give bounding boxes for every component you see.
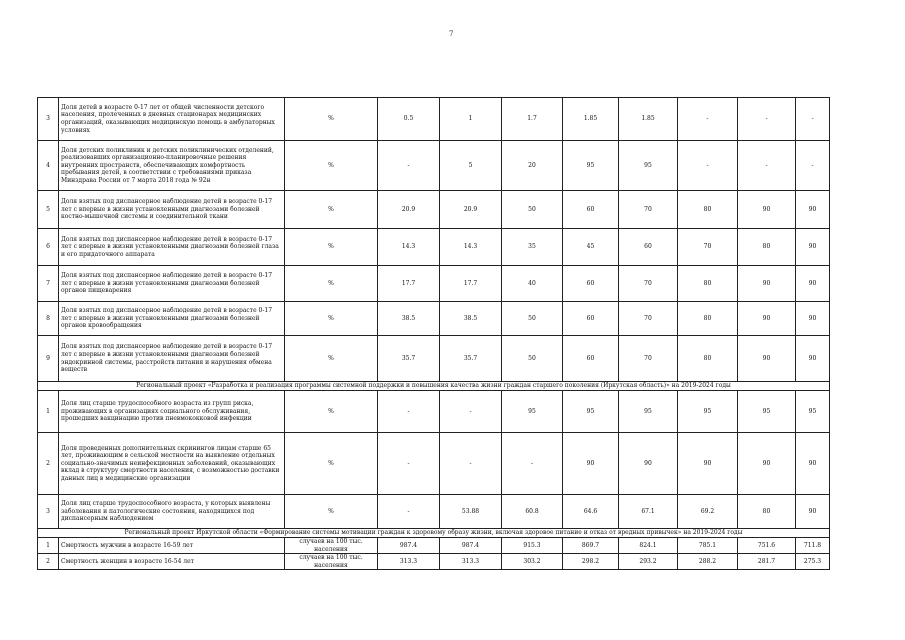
indicator-name: Доля взятых под диспансерное наблюдение детей в возрасте 0-17 лет с впервые в жизни установленными диагнозами болезней органов пищеварения [59,266,285,302]
value-cell: 95 [738,391,796,433]
indicator-name: Доля взятых под диспансерное наблюдение детей в возрасте 0-17 лет с впервые в жизни установленными диагнозами болезней эндокринной системы, расстройств питания и нарушения обмена веществ [59,336,285,382]
unit-cell: % [285,98,378,141]
unit-cell: % [285,495,378,529]
value-cell: - [796,98,830,141]
value-cell: - [796,141,830,191]
value-cell: 20.9 [378,191,440,229]
value-cell: - [440,391,502,433]
value-cell: 711.8 [796,538,830,554]
value-cell: 64.6 [563,495,619,529]
value-cell: - [678,98,738,141]
value-cell: 14.3 [378,229,440,266]
value-cell: 45 [563,229,619,266]
value-cell: 915.3 [502,538,563,554]
value-cell: 60 [563,266,619,302]
row-number: 5 [38,191,59,229]
value-cell: 80 [738,495,796,529]
value-cell: 80 [678,191,738,229]
unit-cell: % [285,302,378,336]
value-cell: 60.8 [502,495,563,529]
value-cell: 1.85 [619,98,678,141]
unit-cell: % [285,336,378,382]
value-cell: 313.3 [440,554,502,570]
value-cell: 95 [563,141,619,191]
value-cell: 95 [502,391,563,433]
indicator-name: Доля проведенных дополнительных скринингов лицам старше 65 лет, проживающим в сельской местности на выявление отдельных социально-значимых неинфекционных заболеваний, оказывающих вклад в структуру смертности населения, с возможностью доставки данных лиц в медицинские организации [59,433,285,495]
section-title: Региональный проект Иркутской области «Формирование системы мотивации граждан к здоровому образу жизни, включая здоровое питание и отказ от вредных привычек» на 2019-2024 годы [38,529,830,538]
table-row [38,538,830,554]
row-number: 9 [38,336,59,382]
value-cell: 824.1 [619,538,678,554]
value-cell: 80 [678,266,738,302]
value-cell: 35 [502,229,563,266]
indicator-name: Доля взятых под диспансерное наблюдение детей в возрасте 0-17 лет с впервые в жизни установленными диагнозами болезней костно-мышечной системы и соединительной ткани [59,191,285,229]
unit-cell: случаев на 100 тыс. населения [285,538,378,554]
value-cell: 90 [796,266,830,302]
value-cell: 70 [619,191,678,229]
value-cell: 67.1 [619,495,678,529]
value-cell: 1.7 [502,98,563,141]
unit-cell: % [285,433,378,495]
value-cell: 90 [738,433,796,495]
value-cell: 38.5 [378,302,440,336]
value-cell: 987.4 [378,538,440,554]
table-row [38,229,830,266]
value-cell: 785.1 [678,538,738,554]
row-number: 8 [38,302,59,336]
value-cell: 53.88 [440,495,502,529]
value-cell: 293.2 [619,554,678,570]
value-cell: 751.6 [738,538,796,554]
value-cell: 80 [678,302,738,336]
value-cell: - [738,141,796,191]
indicator-name: Смертность женщин в возрасте 16-54 лет [59,554,285,570]
value-cell: - [378,391,440,433]
value-cell: 90 [796,433,830,495]
value-cell: 1 [440,98,502,141]
indicator-name: Доля лиц старше трудоспособного возраста, у которых выявлены заболевания и патологические состояния, находящихся под диспансерным наблюдением [59,495,285,529]
value-cell: 90 [563,433,619,495]
value-cell: 90 [619,433,678,495]
page-number: 7 [449,30,454,38]
row-number: 2 [38,433,59,495]
row-number: 3 [38,495,59,529]
row-number: 7 [38,266,59,302]
value-cell: 60 [563,191,619,229]
value-cell: 288.2 [678,554,738,570]
value-cell: 69.2 [678,495,738,529]
table-row [38,98,830,141]
value-cell: 35.7 [440,336,502,382]
indicators-table [37,97,830,570]
value-cell: 0.5 [378,98,440,141]
value-cell: 987.4 [440,538,502,554]
value-cell: 50 [502,336,563,382]
unit-cell: % [285,191,378,229]
value-cell: 60 [563,302,619,336]
value-cell: - [440,433,502,495]
value-cell: - [502,433,563,495]
unit-cell: % [285,391,378,433]
value-cell: 298.2 [563,554,619,570]
value-cell: 90 [738,191,796,229]
row-number: 2 [38,554,59,570]
section-row [38,382,830,391]
value-cell: - [378,433,440,495]
value-cell: 35.7 [378,336,440,382]
value-cell: 17.7 [378,266,440,302]
value-cell: 14.3 [440,229,502,266]
value-cell: - [678,141,738,191]
value-cell: 5 [440,141,502,191]
table-row [38,495,830,529]
value-cell: 17.7 [440,266,502,302]
table-row [38,191,830,229]
value-cell: 90 [738,302,796,336]
value-cell: 313.3 [378,554,440,570]
table-row [38,554,830,570]
value-cell: 80 [738,229,796,266]
value-cell: 90 [796,302,830,336]
table-row [38,433,830,495]
indicator-name: Смертность мужчин в возрасте 16-59 лет [59,538,285,554]
unit-cell: % [285,229,378,266]
value-cell: 90 [796,191,830,229]
value-cell: 95 [678,391,738,433]
unit-cell: % [285,141,378,191]
value-cell: - [738,98,796,141]
value-cell: 90 [738,266,796,302]
value-cell: 90 [796,229,830,266]
value-cell: 40 [502,266,563,302]
value-cell: 20.9 [440,191,502,229]
unit-cell: случаев на 100 тыс. населения [285,554,378,570]
value-cell: 50 [502,302,563,336]
value-cell: 50 [502,191,563,229]
value-cell: 869.7 [563,538,619,554]
value-cell: 275.3 [796,554,830,570]
value-cell: 70 [619,336,678,382]
value-cell: - [378,141,440,191]
indicator-name: Доля детских поликлиник и детских поликлинических отделений, реализовавших организационно-планировочные решения внутренних пространств, обеспечивающих комфортность пребывания детей, в соответствии с требованиями приказа Минздрава России от 7 марта 2018 года № 92н [59,141,285,191]
value-cell: 90 [796,336,830,382]
value-cell: - [378,495,440,529]
indicator-name: Доля лиц старше трудоспособного возраста из групп риска, проживающих в организациях социального обслуживания, прошедших вакцинацию против пневмококковой инфекции [59,391,285,433]
value-cell: 60 [563,336,619,382]
value-cell: 20 [502,141,563,191]
value-cell: 303.2 [502,554,563,570]
table-row [38,141,830,191]
value-cell: 281.7 [738,554,796,570]
section-row [38,529,830,538]
value-cell: 70 [619,302,678,336]
table-row [38,266,830,302]
table-row [38,302,830,336]
row-number: 1 [38,538,59,554]
row-number: 6 [38,229,59,266]
indicator-name: Доля взятых под диспансерное наблюдение детей в возрасте 0-17 лет с впервые в жизни установленными диагнозами болезней органов кровообращения [59,302,285,336]
value-cell: 95 [619,391,678,433]
unit-cell: % [285,266,378,302]
row-number: 3 [38,98,59,141]
value-cell: 1.85 [563,98,619,141]
value-cell: 90 [738,336,796,382]
value-cell: 95 [563,391,619,433]
value-cell: 95 [619,141,678,191]
value-cell: 95 [796,391,830,433]
table-row [38,391,830,433]
section-title: Региональный проект «Разработка и реализация программы системной поддержки и повышения качества жизни граждан старшего поколения (Иркутская область)» на 2019-2024 годы [38,382,830,391]
value-cell: 70 [678,229,738,266]
value-cell: 90 [678,433,738,495]
value-cell: 60 [619,229,678,266]
value-cell: 80 [678,336,738,382]
indicator-name: Доля детей в возрасте 0-17 лет от общей численности детского населения, пролеченных в дневных стационарах медицинских организаций, оказывающих медицинскую помощь в амбулаторных условиях [59,98,285,141]
table-row [38,336,830,382]
value-cell: 90 [796,495,830,529]
value-cell: 38.5 [440,302,502,336]
row-number: 4 [38,141,59,191]
value-cell: 70 [619,266,678,302]
indicator-name: Доля взятых под диспансерное наблюдение детей в возрасте 0-17 лет с впервые в жизни установленными диагнозами болезней глаза и его придаточного аппарата [59,229,285,266]
row-number: 1 [38,391,59,433]
